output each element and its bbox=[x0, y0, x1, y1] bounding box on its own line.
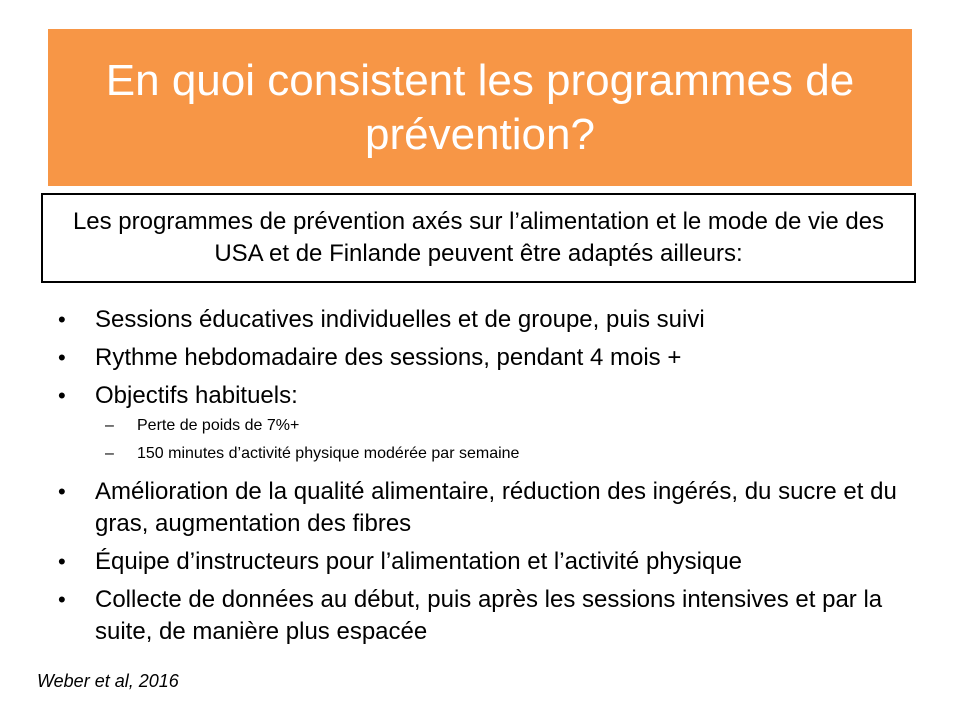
bullet-item bbox=[58, 546, 918, 578]
bullet-point-icon: • bbox=[58, 479, 66, 504]
bullet-text: Amélioration de la qualité alimentaire, réduction des ingérés, du sucre et du gras, augmentation des fibres bbox=[95, 478, 897, 537]
bullet-point-icon: • bbox=[58, 307, 66, 332]
bullet-item bbox=[58, 380, 918, 466]
bullet-text: Collecte de données au début, puis après les sessions intensives et par la suite, de manière plus espacée bbox=[95, 586, 883, 645]
sub-bullet-item bbox=[105, 414, 918, 438]
bullet-point-icon: • bbox=[58, 345, 66, 370]
bullet-item bbox=[58, 304, 918, 336]
bullet-text: Équipe d’instructeurs pour l’alimentation et l’activité physique bbox=[95, 548, 743, 575]
bullet-list bbox=[58, 304, 918, 654]
slide-title: En quoi consistent les programmes de prévention? bbox=[105, 55, 855, 159]
sub-bullet-item bbox=[105, 442, 918, 466]
sub-bullet-text: 150 minutes d’activité physique modérée par semaine bbox=[137, 445, 520, 462]
dash-icon: – bbox=[105, 445, 114, 462]
dash-icon: – bbox=[105, 417, 114, 434]
bullet-point-icon: • bbox=[58, 383, 66, 408]
intro-text: Les programmes de prévention axés sur l’alimentation et le mode de vie des USA et de Finlande peuvent être adaptés ailleurs: bbox=[72, 208, 885, 267]
bullet-item bbox=[58, 342, 918, 374]
citation: Weber et al, 2016 bbox=[37, 671, 179, 691]
bullet-text: Sessions éducatives individuelles et de groupe, puis suivi bbox=[95, 306, 705, 333]
intro-box bbox=[41, 193, 916, 283]
sub-bullet-text: Perte de poids de 7%+ bbox=[137, 417, 300, 434]
bullet-item bbox=[58, 476, 918, 540]
bullet-item bbox=[58, 584, 918, 648]
bullet-text: Rythme hebdomadaire des sessions, pendant 4 mois + bbox=[95, 344, 682, 371]
bullet-point-icon: • bbox=[58, 587, 66, 612]
sub-bullet-list bbox=[95, 414, 918, 466]
title-banner bbox=[48, 29, 912, 186]
bullet-point-icon: • bbox=[58, 549, 66, 574]
bullet-text: Objectifs habituels: bbox=[95, 382, 298, 409]
